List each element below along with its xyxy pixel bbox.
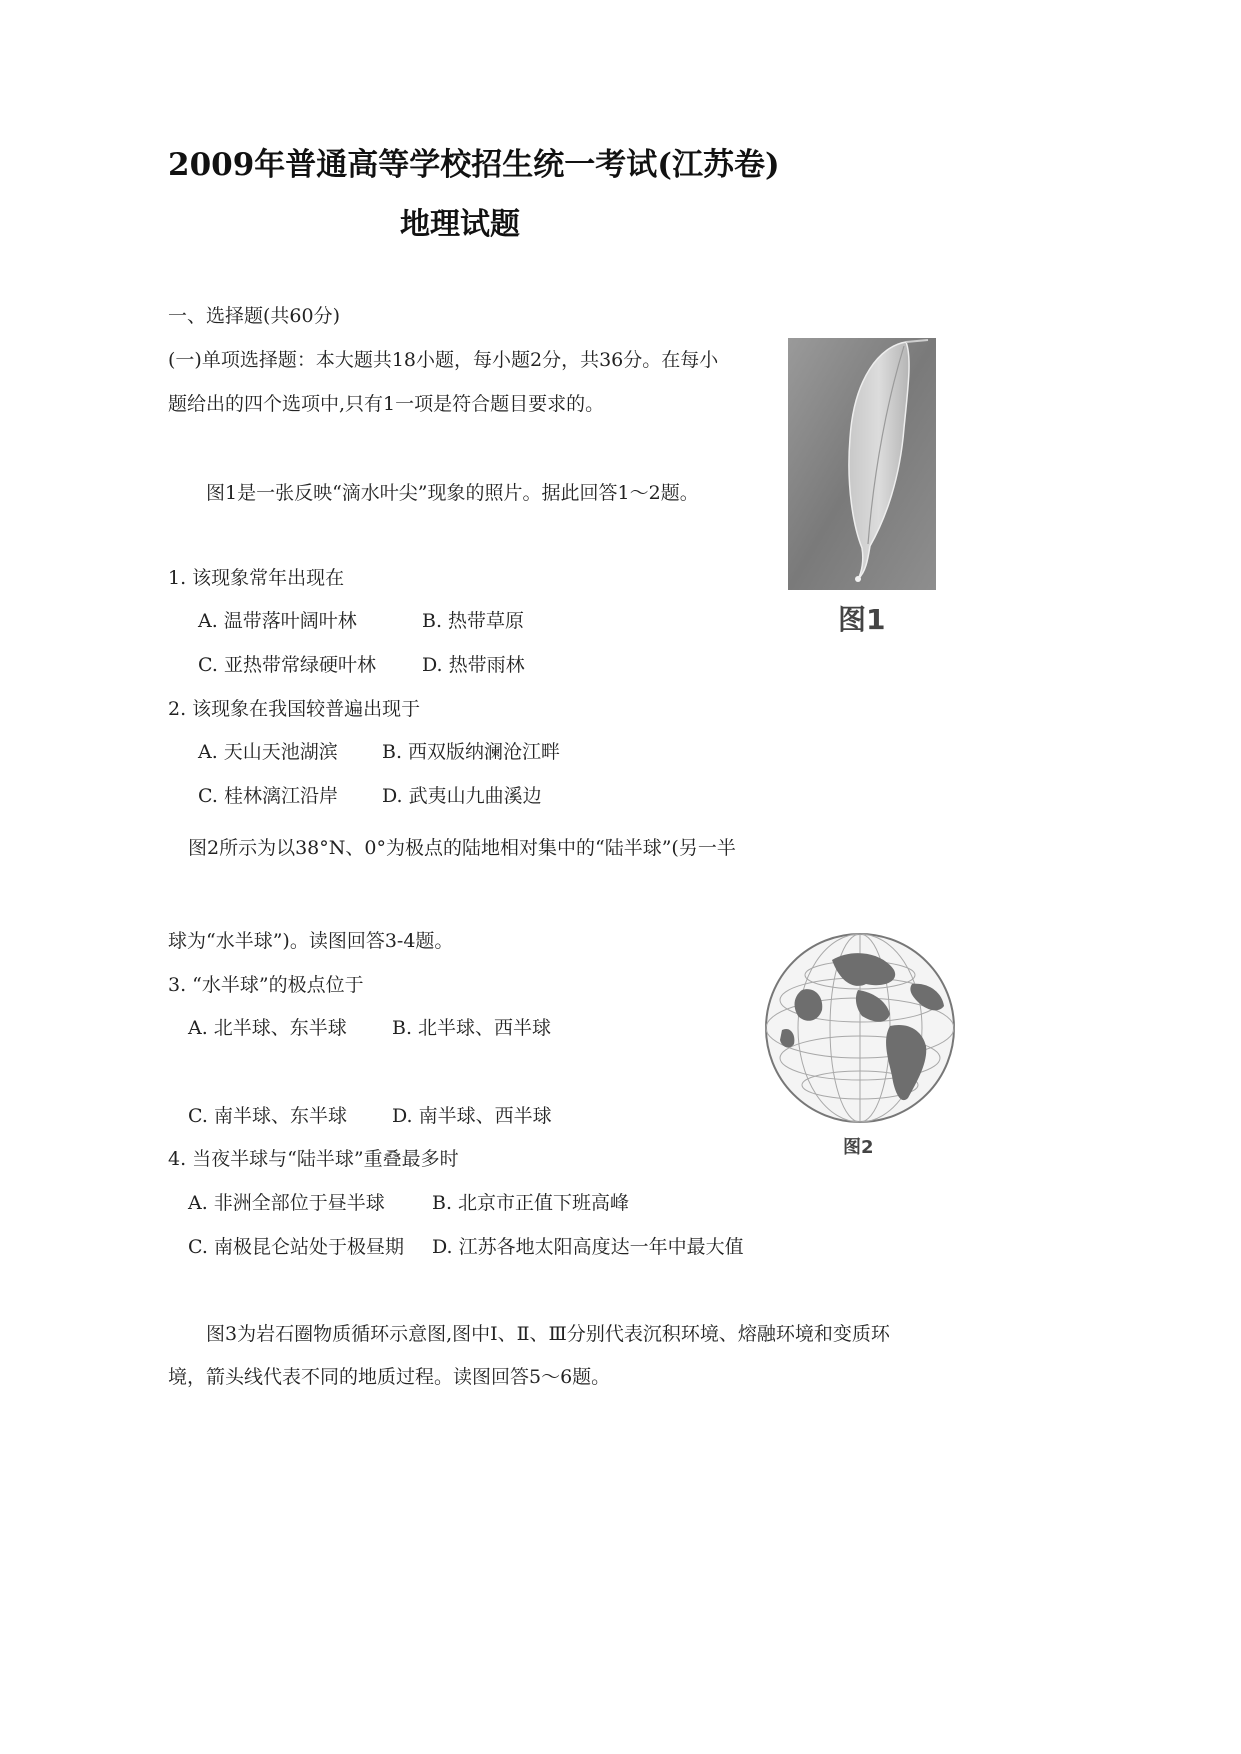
page-subtitle: 地理试题 [400, 207, 520, 242]
q3-stem: 3. “水半球”的极点位于 [168, 974, 364, 996]
q1-option-a[interactable]: A. 温带落叶阔叶林 [198, 610, 357, 632]
figure-3-intro-line-1: 图3为岩石圈物质循环示意图,图中Ⅰ、Ⅱ、Ⅲ分别代表沉积环境、熔融环境和变质环 [206, 1323, 890, 1345]
q1-option-b[interactable]: B. 热带草原 [422, 610, 525, 632]
q3-option-c[interactable]: C. 南半球、东半球 [188, 1105, 347, 1127]
figure-2-intro-line-1: 图2所示为以38°N、0°为极点的陆地相对集中的“陆半球”(另一半 [188, 837, 736, 859]
figure-2-globe [762, 930, 958, 1130]
q2-option-c[interactable]: C. 桂林漓江沿岸 [198, 785, 338, 807]
figure-2-label: 图2 [843, 1137, 874, 1158]
q1-stem: 1. 该现象常年出现在 [168, 567, 345, 589]
figure-1-photo [788, 338, 936, 590]
q4-option-d[interactable]: D. 江苏各地太阳高度达一年中最大值 [432, 1236, 744, 1258]
q1-option-d[interactable]: D. 热带雨林 [422, 654, 525, 676]
q1-option-c[interactable]: C. 亚热带常绿硬叶林 [198, 654, 376, 676]
q3-option-b[interactable]: B. 北半球、西半球 [392, 1017, 552, 1039]
leaf-photo-icon [788, 338, 936, 590]
q4-option-c[interactable]: C. 南极昆仑站处于极昼期 [188, 1236, 404, 1258]
figure-1-label: 图1 [838, 603, 886, 636]
figure-3-intro-line-2: 境，箭头线代表不同的地质过程。读图回答5～6题。 [168, 1366, 611, 1388]
q2-stem: 2. 该现象在我国较普遍出现于 [168, 698, 421, 720]
q2-option-b[interactable]: B. 西双版纳澜沧江畔 [382, 741, 561, 763]
instructions-line-1: (一)单项选择题：本大题共18小题，每小题2分，共36分。在每小 [168, 349, 719, 371]
q2-option-d[interactable]: D. 武夷山九曲溪边 [382, 785, 542, 807]
figure-2-intro-line-2: 球为“水半球”)。读图回答3-4题。 [168, 930, 454, 952]
q4-option-a[interactable]: A. 非洲全部位于昼半球 [188, 1192, 385, 1214]
q3-option-a[interactable]: A. 北半球、东半球 [188, 1017, 347, 1039]
q2-option-a[interactable]: A. 天山天池湖滨 [198, 741, 338, 763]
section-heading: 一、选择题(共60分) [168, 305, 341, 327]
figure-1-intro: 图1是一张反映“滴水叶尖”现象的照片。据此回答1～2题。 [206, 482, 699, 504]
page-title: 2009年普通高等学校招生统一考试(江苏卷) [168, 147, 780, 183]
globe-map-icon [762, 930, 958, 1130]
q3-option-d[interactable]: D. 南半球、西半球 [392, 1105, 552, 1127]
instructions-line-2: 题给出的四个选项中,只有1一项是符合题目要求的。 [168, 393, 605, 415]
q4-option-b[interactable]: B. 北京市正值下班高峰 [432, 1192, 630, 1214]
q4-stem: 4. 当夜半球与“陆半球”重叠最多时 [168, 1148, 459, 1170]
